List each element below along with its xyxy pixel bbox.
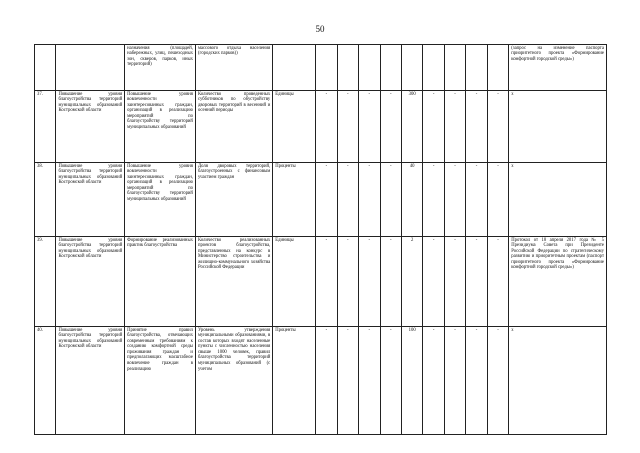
- value-cell: -: [466, 327, 487, 435]
- task-cell: Повышение уровня вовлеченности заинтересованных граждан, организаций в реализацию мероприятий по благоустройству территорий муниципальных образований: [125, 163, 196, 237]
- value-cell: [444, 45, 465, 91]
- value-cell: [466, 45, 487, 91]
- value-cell: [401, 45, 422, 91]
- row-number-cell: 39.: [35, 237, 56, 327]
- table-row: [35, 163, 607, 237]
- value-cell: 2: [401, 237, 422, 327]
- value-cell: [380, 45, 401, 91]
- value-cell: -: [337, 237, 358, 327]
- value-cell: [337, 45, 358, 91]
- value-cell: -: [337, 163, 358, 237]
- value-cell: -: [466, 91, 487, 163]
- table-row: [35, 45, 607, 91]
- value-cell: -: [487, 327, 508, 435]
- value-cell: -: [423, 91, 444, 163]
- goal-cell: Повышение уровня благоустройства территорий муниципальных образований Костромской области: [56, 163, 125, 237]
- goal-cell: [56, 45, 125, 91]
- unit-cell: Единицы: [273, 91, 316, 163]
- indicator-cell: Количество проведенных субботников по обустройству дворовых территорий в весенний и осенний периоды: [195, 91, 272, 163]
- row-number-cell: [35, 45, 56, 91]
- value-cell: -: [380, 327, 401, 435]
- page-number: 50: [315, 24, 325, 34]
- unit-cell: Проценты: [273, 327, 316, 435]
- goal-cell: Повышение уровня благоустройства территорий муниципальных образований Костромской области: [56, 327, 125, 435]
- value-cell: 40: [401, 163, 422, 237]
- value-cell: -: [316, 91, 337, 163]
- task-cell: Формирование реализованных практик благоустройства: [125, 237, 196, 327]
- value-cell: [316, 45, 337, 91]
- value-cell: [423, 45, 444, 91]
- goal-cell: Повышение уровня благоустройства территорий муниципальных образований Костромской области: [56, 91, 125, 163]
- note-cell: х: [509, 91, 607, 163]
- value-cell: -: [359, 91, 380, 163]
- table-row: [35, 327, 607, 435]
- value-cell: [487, 45, 508, 91]
- value-cell: -: [487, 163, 508, 237]
- task-cell: Принятие правил благоустройства, отвечающих современным требованиям к созданию комфортной среды проживания граждан и предполагающих масштабное вовлечение граждан в реализацию: [125, 327, 196, 435]
- indicator-cell: Уровень утверждения муниципальными образованиями, в состав которых входят населенные пункты с численностью населения свыше 1000 человек, правил благоустройства территорий муниципальных образований (с учетом: [195, 327, 272, 435]
- indicator-cell: Доля дворовых территорий, благоустроенных с финансовым участием граждан: [195, 163, 272, 237]
- indicator-cell: Количество реализованных проектов благоустройства, представленных на конкурс в Министерство строительства и жилищно-коммунального хозяйства Российской Федерации: [195, 237, 272, 327]
- value-cell: -: [444, 237, 465, 327]
- note-cell: Протокол от 18 апреля 2017 года № 5 Президиума Совета при Президенте Российской Федерации по стратегическому развитию и приоритетным проектам (паспорт приоритетного проекта «Формирование комфортной городской среды»): [509, 237, 607, 327]
- value-cell: -: [423, 163, 444, 237]
- value-cell: -: [423, 327, 444, 435]
- value-cell: -: [359, 237, 380, 327]
- value-cell: 300: [401, 91, 422, 163]
- value-cell: -: [380, 163, 401, 237]
- value-cell: -: [466, 163, 487, 237]
- note-cell: (запрос на изменение паспорта приоритетного проекта «Формирование комфортной городской среды»): [509, 45, 607, 91]
- unit-cell: [273, 45, 316, 91]
- value-cell: -: [444, 91, 465, 163]
- row-number-cell: 37.: [35, 91, 56, 163]
- value-cell: -: [316, 327, 337, 435]
- value-cell: -: [444, 163, 465, 237]
- value-cell: [359, 45, 380, 91]
- value-cell: -: [487, 91, 508, 163]
- value-cell: -: [316, 237, 337, 327]
- row-number-cell: 38.: [35, 163, 56, 237]
- task-cell: назначения (площадей, набережных, улиц, пешеходных зон, скверов, парков, иных территорий): [125, 45, 196, 91]
- value-cell: -: [466, 237, 487, 327]
- unit-cell: Проценты: [273, 163, 316, 237]
- value-cell: -: [487, 237, 508, 327]
- value-cell: -: [337, 327, 358, 435]
- value-cell: -: [423, 237, 444, 327]
- note-cell: х: [509, 163, 607, 237]
- value-cell: -: [380, 91, 401, 163]
- value-cell: 100: [401, 327, 422, 435]
- task-cell: Повышение уровня вовлеченности заинтересованных граждан, организаций в реализацию мероприятий по благоустройству территорий муниципальных образований: [125, 91, 196, 163]
- value-cell: -: [316, 163, 337, 237]
- indicators-table: [34, 44, 607, 435]
- value-cell: -: [359, 163, 380, 237]
- goal-cell: Повышение уровня благоустройства территорий муниципальных образований Костромской области: [56, 237, 125, 327]
- note-cell: х: [509, 327, 607, 435]
- indicator-cell: массового отдыха населения (городских парков)): [195, 45, 272, 91]
- value-cell: -: [337, 91, 358, 163]
- value-cell: -: [359, 327, 380, 435]
- value-cell: -: [380, 237, 401, 327]
- row-number-cell: 40.: [35, 327, 56, 435]
- value-cell: -: [444, 327, 465, 435]
- table-row: [35, 237, 607, 327]
- unit-cell: Единицы: [273, 237, 316, 327]
- table-row: [35, 91, 607, 163]
